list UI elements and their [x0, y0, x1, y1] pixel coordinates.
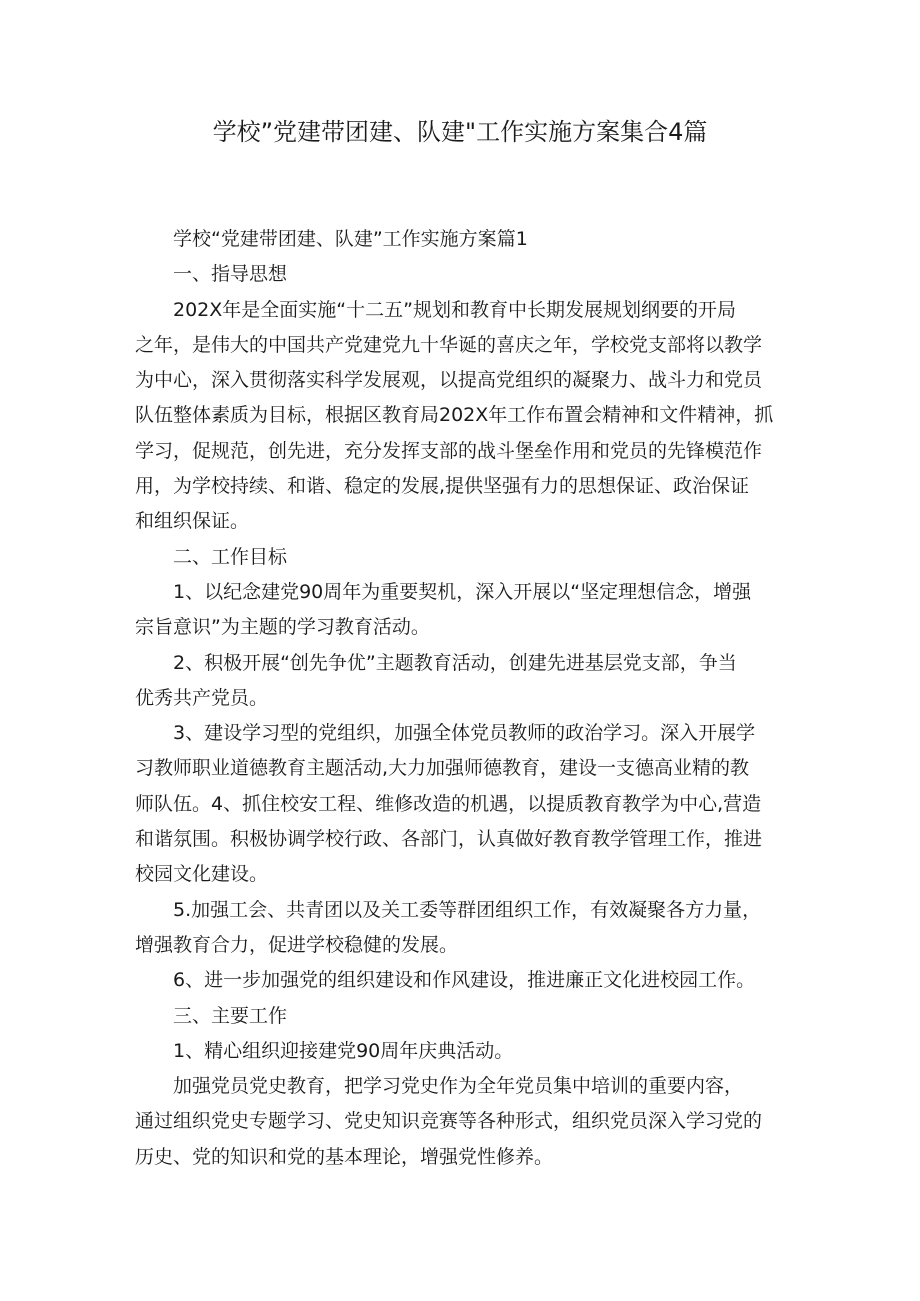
- heading-guiding-ideology: 一、指导思想: [173, 263, 288, 286]
- text-line: 学习，促规范，创先进，充分发挥支部的战斗堡垒作用和党员的先锋模范作: [135, 439, 763, 462]
- paragraph-goal-5: [135, 893, 790, 964]
- text-line: 优秀共产党员。: [135, 686, 269, 709]
- text-line: 和谐氛围。积极协调学校行政、各部门，认真做好教育教学管理工作，推进: [135, 828, 763, 851]
- text-line: 增强教育合力，促进学校稳健的发展。: [135, 933, 459, 956]
- paragraph-work-1-detail: [135, 1069, 790, 1175]
- text-line: 历史、党的知识和党的基本理论，增强党性修养。: [135, 1145, 554, 1168]
- text-line: 5.加强工会、共青团以及关工委等群团组织工作，有效凝聚各方力量，: [173, 898, 762, 921]
- text-line: 通过组织党史专题学习、党史知识竞赛等各种形式，组织党员深入学习党的: [135, 1110, 763, 1133]
- paragraph-guiding-ideology: [135, 293, 790, 540]
- text-line: 为中心，深入贯彻落实科学发展观，以提高党组织的凝聚力、战斗力和党员: [135, 369, 763, 392]
- document-title: 学校”党建带团建、队建"工作实施方案集合4篇: [212, 118, 708, 146]
- paragraph-goal-2: [135, 646, 790, 717]
- paragraph-goal-1: [135, 575, 790, 646]
- text-line: 师队伍。4、抓住校安工程、维修改造的机遇，以提质教育教学为中心,营造: [135, 792, 762, 815]
- section-heading: 学校“党建带团建、队建”工作实施方案篇1: [173, 228, 528, 250]
- text-line: 和组织保证。: [135, 510, 250, 533]
- text-line: 1、以纪念建党90周年为重要契机，深入开展以“坚定理想信念，增强: [173, 580, 752, 603]
- text-line: 用，为学校持续、和谐、稳定的发展,提供坚强有力的思想保证、政治保证: [135, 475, 750, 498]
- text-line: 之年，是伟大的中国共产党建党九十华诞的喜庆之年，学校党支部将以教学: [135, 333, 763, 356]
- text-line: 202X年是全面实施“十二五”规划和教育中长期发展规划纲要的开局: [173, 298, 736, 321]
- text-line: 校园文化建设。: [135, 863, 269, 886]
- text-line: 3、建设学习型的党组织，加强全体党员教师的政治学习。深入开展学: [173, 722, 756, 745]
- text-line: 加强党员党史教育，把学习党史作为全年党员集中培训的重要内容，: [173, 1075, 744, 1098]
- document-body: [135, 222, 790, 1175]
- text-line: 队伍整体素质为目标，根据区教育局202X年工作布置会精神和文件精神，抓: [135, 404, 774, 427]
- work-item-1: 1、精心组织迎接建党90周年庆典活动。: [173, 1039, 514, 1062]
- text-line: 2、积极开展“创先争优”主题教育活动，创建先进基层党支部，争当: [173, 651, 737, 674]
- text-line: 习教师职业道德教育主题活动,大力加强师德教育，建设一支德高业精的教: [135, 757, 750, 780]
- text-line: 宗旨意识”为主题的学习教育活动。: [135, 616, 430, 639]
- heading-main-work: 三、主要工作: [173, 1004, 288, 1027]
- paragraph-goal-3: [135, 716, 790, 892]
- paragraph-goal-6: 6、进一步加强党的组织建设和作风建设，推进廉正文化进校园工作。: [173, 969, 756, 992]
- heading-work-goals: 二、工作目标: [173, 545, 288, 568]
